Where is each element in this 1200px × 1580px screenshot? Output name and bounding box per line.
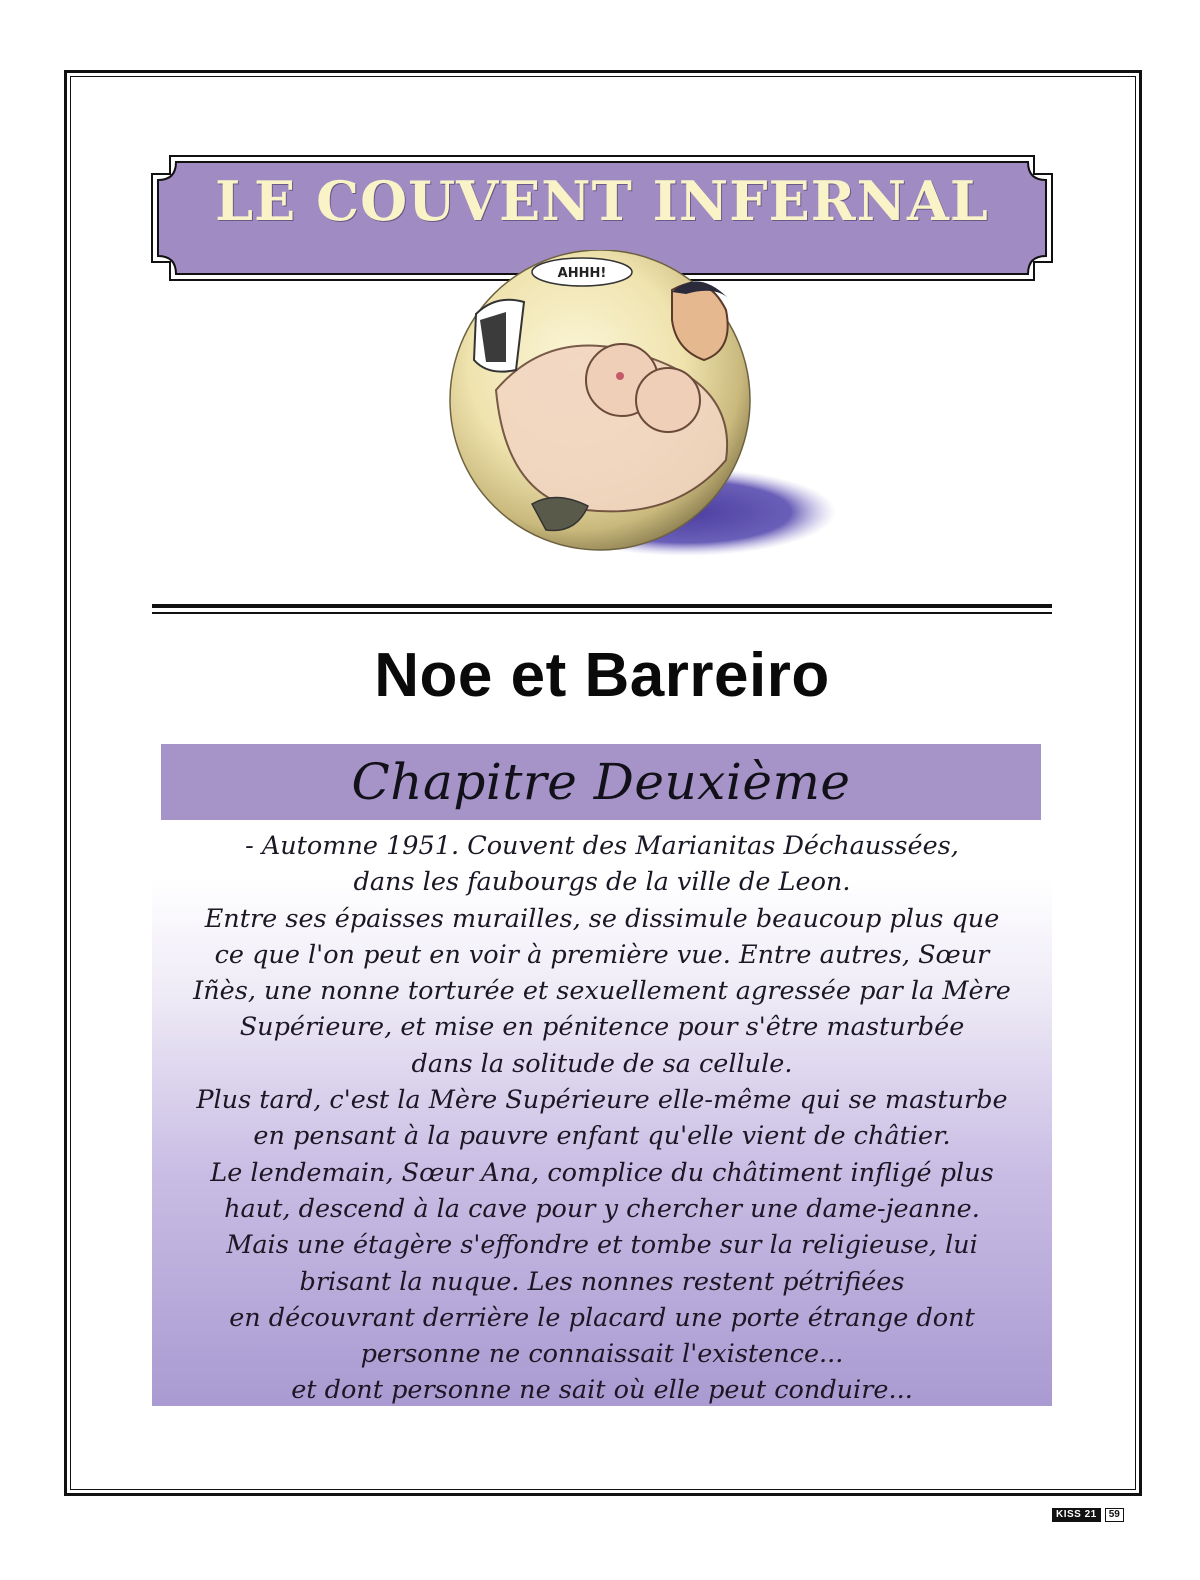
page-number: 59 bbox=[1105, 1508, 1124, 1522]
chapter-title: Chapitre Deuxième bbox=[351, 753, 851, 811]
synopsis-line: ce que l'on peut en voir à première vue. Entre autres, Sœur bbox=[214, 939, 990, 970]
synopsis-line: Le lendemain, Sœur Ana, complice du châtiment infligé plus bbox=[210, 1157, 994, 1188]
speech-bubble-text: AHHH! bbox=[557, 266, 607, 281]
authors-heading: Noe et Barreiro bbox=[374, 641, 830, 710]
synopsis-line: dans les faubourgs de la ville de Leon. bbox=[353, 867, 851, 898]
synopsis-line: haut, descend à la cave pour y chercher une dame-jeanne. bbox=[224, 1193, 980, 1224]
synopsis-line: - Automne 1951. Couvent des Marianitas Déchaussées, bbox=[245, 831, 959, 861]
synopsis-line: Supérieure, et mise en pénitence pour s'être masturbée bbox=[239, 1012, 965, 1043]
divider-rule-thin bbox=[152, 612, 1052, 614]
synopsis-line: et dont personne ne sait où elle peut conduire... bbox=[291, 1375, 913, 1406]
synopsis-box bbox=[152, 820, 1052, 1406]
synopsis-line: Mais une étagère s'effondre et tombe sur la religieuse, lui bbox=[226, 1230, 978, 1261]
synopsis-line: en pensant à la pauvre enfant qu'elle vient de châtier. bbox=[253, 1121, 951, 1152]
synopsis-line: Plus tard, c'est la Mère Supérieure elle-même qui se masturbe bbox=[196, 1085, 1008, 1116]
chapter-banner bbox=[161, 744, 1041, 820]
sphere-illustration bbox=[436, 250, 836, 580]
magazine-label: KISS 21 bbox=[1052, 1508, 1101, 1522]
synopsis-line: personne ne connaissait l'existence... bbox=[360, 1339, 844, 1370]
page-footer bbox=[1052, 1508, 1124, 1522]
synopsis-line: Iñès, une nonne torturée et sexuellement agressée par la Mère bbox=[193, 976, 1011, 1007]
synopsis-line: en découvrant derrière le placard une porte étrange dont bbox=[229, 1302, 975, 1333]
synopsis-line: Entre ses épaisses murailles, se dissimule beaucoup plus que bbox=[204, 903, 1000, 934]
synopsis-line: brisant la nuque. Les nonnes restent pétrifiées bbox=[299, 1266, 905, 1297]
divider-rule bbox=[152, 604, 1052, 608]
series-title: LE COUVENT INFERNAL bbox=[215, 169, 989, 233]
synopsis-text bbox=[152, 828, 1052, 1409]
synopsis-line: dans la solitude de sa cellule. bbox=[411, 1048, 793, 1079]
